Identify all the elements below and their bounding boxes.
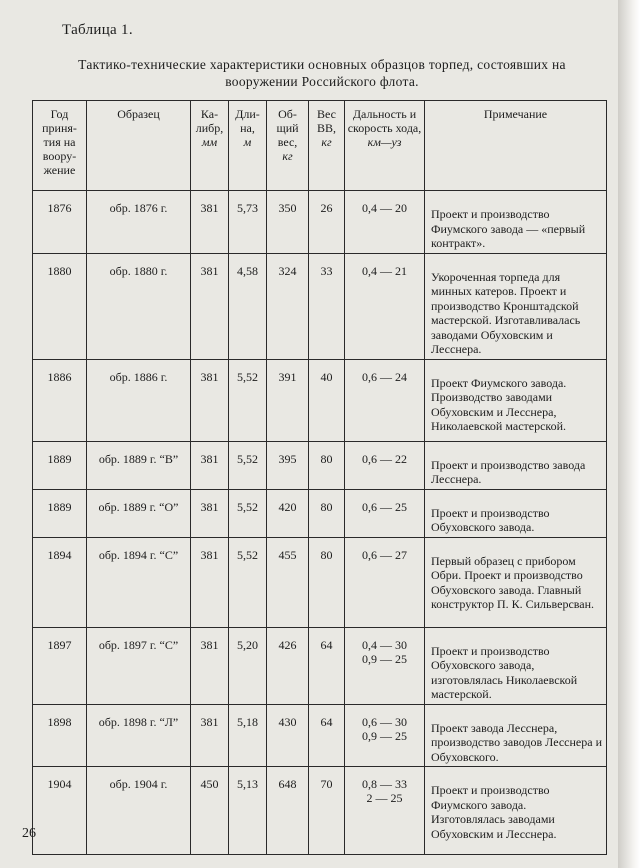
cell-range-speed: 0,6 — 30 0,9 — 25 [345, 704, 425, 767]
header-range-speed: Дальность и скорость хода, км—уз [345, 101, 425, 191]
cell-explosive-weight: 64 [309, 704, 345, 767]
cell-total-weight: 455 [267, 537, 309, 627]
cell-range-speed: 0,4 — 30 0,9 — 25 [345, 627, 425, 704]
cell-caliber: 381 [191, 191, 229, 254]
cell-range-speed: 0,6 — 22 [345, 441, 425, 489]
cell-length: 5,52 [229, 537, 267, 627]
table-row [33, 489, 607, 537]
cell-year: 1876 [33, 191, 87, 254]
table-row [33, 704, 607, 767]
cell-length: 5,52 [229, 359, 267, 441]
cell-note: Первый образец с прибором Обри. Проект и производство Обуховского завода. Главный конструктор П. К. Сильверсван. [425, 537, 607, 627]
table-row [33, 627, 607, 704]
cell-range-speed: 0,4 — 21 [345, 253, 425, 359]
cell-explosive-weight: 33 [309, 253, 345, 359]
cell-model: обр. 1880 г. [87, 253, 191, 359]
cell-note: Проект Фиумского завода. Производство заводами Обуховским и Лесснера, Николаевской мастерской. [425, 359, 607, 441]
cell-model: обр. 1889 г. “О” [87, 489, 191, 537]
table-header-row [33, 101, 607, 191]
cell-explosive-weight: 80 [309, 489, 345, 537]
cell-length: 4,58 [229, 253, 267, 359]
cell-caliber: 450 [191, 767, 229, 855]
cell-explosive-weight: 80 [309, 441, 345, 489]
table-row [33, 441, 607, 489]
cell-range-speed: 0,6 — 25 [345, 489, 425, 537]
cell-length: 5,18 [229, 704, 267, 767]
cell-length: 5,52 [229, 441, 267, 489]
cell-year: 1894 [33, 537, 87, 627]
header-year: Год приня-тия на воору-жение [33, 101, 87, 191]
cell-length: 5,73 [229, 191, 267, 254]
cell-note: Проект и производство Обуховского завода. [425, 489, 607, 537]
header-total-weight: Об-щий вес, кг [267, 101, 309, 191]
table-row [33, 191, 607, 254]
cell-model: обр. 1897 г. “С” [87, 627, 191, 704]
cell-total-weight: 324 [267, 253, 309, 359]
cell-note: Проект и производство Обуховского завода, изготовлялась Николаевской мастерской. [425, 627, 607, 704]
cell-length: 5,52 [229, 489, 267, 537]
cell-model: обр. 1889 г. “В” [87, 441, 191, 489]
cell-range-speed: 0,6 — 27 [345, 537, 425, 627]
cell-model: обр. 1886 г. [87, 359, 191, 441]
cell-note: Укороченная торпеда для минных катеров. Проект и производство Кронштадской мастерской. Изготавливалась заводами Обуховским и Лесснера. [425, 253, 607, 359]
cell-year: 1904 [33, 767, 87, 855]
page-gutter [618, 0, 640, 868]
cell-total-weight: 426 [267, 627, 309, 704]
cell-range-speed: 0,8 — 33 2 — 25 [345, 767, 425, 855]
cell-model: обр. 1898 г. “Л” [87, 704, 191, 767]
cell-explosive-weight: 80 [309, 537, 345, 627]
cell-year: 1898 [33, 704, 87, 767]
table-row [33, 253, 607, 359]
cell-note: Проект завода Лесснера, производство заводов Лесснера и Обуховского. [425, 704, 607, 767]
cell-year: 1880 [33, 253, 87, 359]
table-caption: Тактико-технические характеристики основных образцов торпед, состоявших на вооружении Российского флота. [78, 57, 566, 89]
table-row [33, 359, 607, 441]
cell-explosive-weight: 64 [309, 627, 345, 704]
cell-range-speed: 0,4 — 20 [345, 191, 425, 254]
cell-caliber: 381 [191, 441, 229, 489]
table-row [33, 767, 607, 855]
cell-total-weight: 430 [267, 704, 309, 767]
cell-explosive-weight: 70 [309, 767, 345, 855]
cell-note: Проект и производство завода Лесснера. [425, 441, 607, 489]
cell-year: 1886 [33, 359, 87, 441]
cell-explosive-weight: 26 [309, 191, 345, 254]
cell-model: обр. 1904 г. [87, 767, 191, 855]
table-row [33, 537, 607, 627]
cell-caliber: 381 [191, 537, 229, 627]
cell-year: 1897 [33, 627, 87, 704]
header-note: Примечание [425, 101, 607, 191]
cell-total-weight: 391 [267, 359, 309, 441]
cell-year: 1889 [33, 441, 87, 489]
cell-length: 5,20 [229, 627, 267, 704]
cell-length: 5,13 [229, 767, 267, 855]
cell-caliber: 381 [191, 359, 229, 441]
cell-model: обр. 1876 г. [87, 191, 191, 254]
cell-caliber: 381 [191, 253, 229, 359]
page-number: 26 [22, 826, 36, 841]
cell-caliber: 381 [191, 704, 229, 767]
cell-year: 1889 [33, 489, 87, 537]
cell-total-weight: 350 [267, 191, 309, 254]
torpedo-characteristics-table [32, 100, 607, 855]
cell-note: Проект и производство Фиумского завода. Изготовлялась заводами Обуховским и Лесснера. [425, 767, 607, 855]
header-explosive-weight: Вес ВВ, кг [309, 101, 345, 191]
cell-total-weight: 395 [267, 441, 309, 489]
cell-caliber: 381 [191, 489, 229, 537]
cell-total-weight: 648 [267, 767, 309, 855]
cell-caliber: 381 [191, 627, 229, 704]
header-model: Образец [87, 101, 191, 191]
table-label: Таблица 1. [62, 22, 133, 38]
cell-range-speed: 0,6 — 24 [345, 359, 425, 441]
header-length: Дли-на, м [229, 101, 267, 191]
cell-note: Проект и производство Фиумского завода — «первый контракт». [425, 191, 607, 254]
header-caliber: Ка-либр, мм [191, 101, 229, 191]
cell-total-weight: 420 [267, 489, 309, 537]
cell-model: обр. 1894 г. “С” [87, 537, 191, 627]
cell-explosive-weight: 40 [309, 359, 345, 441]
torpedo-table-container [32, 100, 606, 841]
